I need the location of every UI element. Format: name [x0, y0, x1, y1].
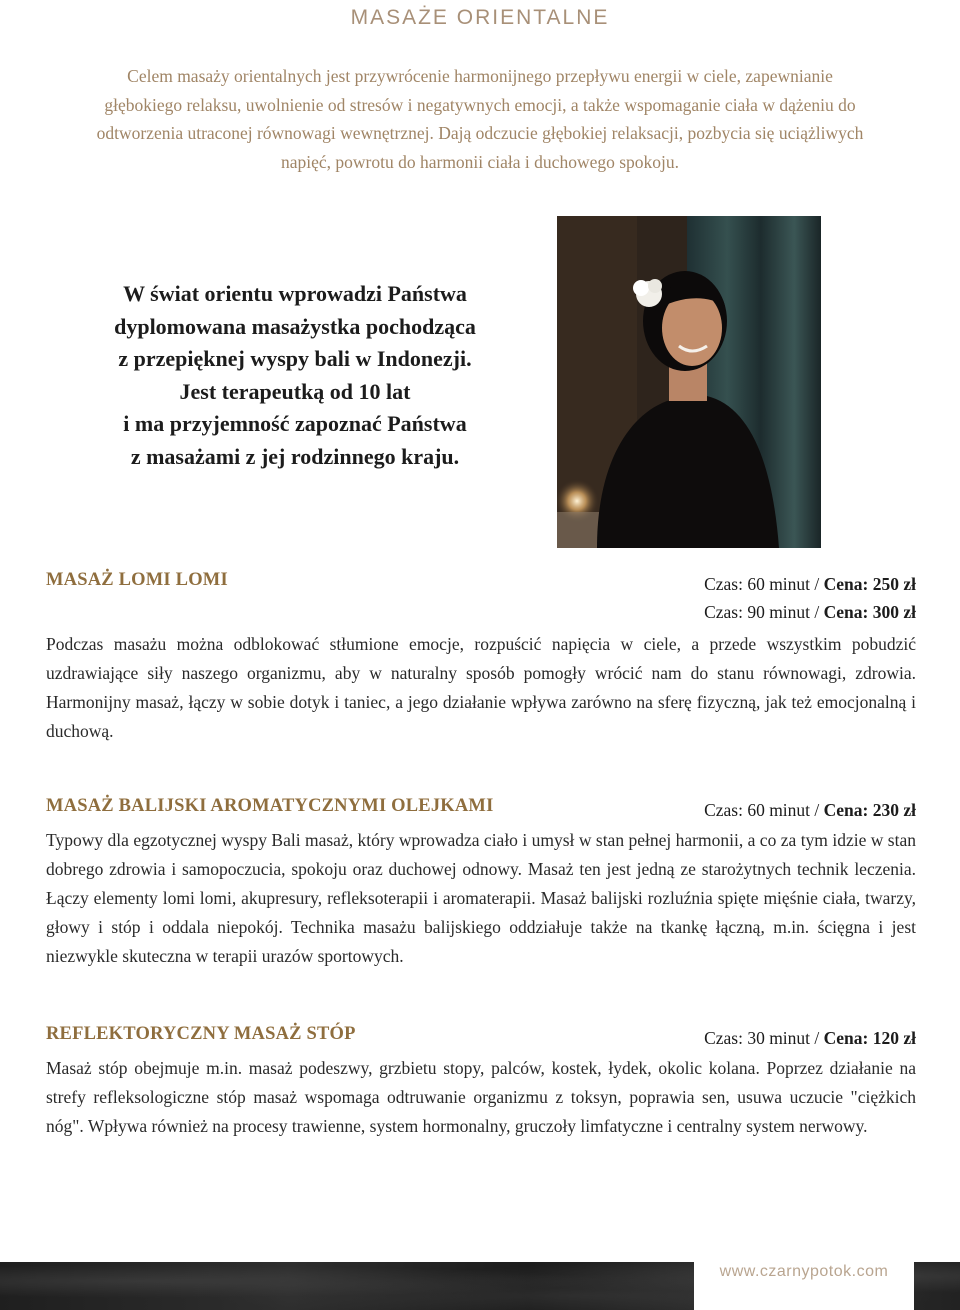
price-line — [704, 570, 916, 598]
price-list — [704, 570, 916, 626]
price-time: Czas: 60 minut / — [704, 800, 824, 820]
service-stop — [46, 1024, 916, 1141]
price-line — [704, 1024, 916, 1052]
service-balijski — [46, 796, 916, 971]
price-amount: Cena: 230 zł — [823, 800, 916, 820]
price-list — [704, 1024, 916, 1052]
service-description: Typowy dla egzotycznej wyspy Bali masaż, który wprowadza ciało i umysł w stan pełnej harmonii, a co za tym idzie w stan dobrego zdrowia i samopoczucia, spokoju oraz duchowej odnowy. Masaż ten jest jedną ze starożytnych technik leczenia. Łączy elementy lomi lomi, akupresury, refleksoterapii i aromaterapii. Masaż balijski rozluźnia spięte mięśnie ciała, twarzy, głowy i stóp i oddala niepokój. Technika masażu balijskiego oddziałuje także na tkankę łączną, m.in. ścięgna i jest niezwykle skuteczna w terapii urazów sportowych. — [46, 830, 916, 966]
price-time: Czas: 60 minut / — [704, 574, 824, 594]
therapist-photo — [557, 216, 821, 548]
price-time: Czas: 30 minut / — [704, 1028, 824, 1048]
service-description: Masaż stóp obejmuje m.in. masaż podeszwy, grzbietu stopy, palców, kostek, łydek, okolic kolana. Poprzez działanie na strefy refleksologiczne stóp masaż wspomaga odtruwanie organizmu z toksyn, poprawia sen, usuwa uczucie "ciężkich nóg". Wpływa również na procesy trawienne, system hormonalny, gruczoły limfatyczne i centralny system nerwowy. — [46, 1058, 916, 1136]
price-line — [704, 598, 916, 626]
service-lomi-lomi — [46, 570, 916, 746]
intro-paragraph — [50, 62, 910, 176]
intro-line: napięć, powrotu do harmonii ciała i duchowego spokoju. — [280, 151, 680, 172]
price-amount: Cena: 120 zł — [823, 1028, 916, 1048]
website-link[interactable]: www.czarnypotok.com — [694, 1262, 914, 1310]
intro-line: odtworzenia utraconej równowagi wewnętrznej. Dają odczucie głębokiej relaksacji, pozbycia się uciążliwych — [96, 123, 864, 143]
therapist-line: W świat orientu wprowadzi Państwa — [123, 281, 467, 306]
service-title: MASAŻ BALIJSKI AROMATYCZNYMI OLEJKAMI — [46, 796, 494, 816]
therapist-line: z masażami z jej rodzinnego kraju. — [130, 443, 460, 469]
service-title: MASAŻ LOMI LOMI — [46, 570, 228, 590]
therapist-intro — [60, 278, 530, 473]
service-description: Podczas masażu można odblokować stłumione emocje, rozpuścić napięcia w ciele, a przede wszystkim pobudzić uzdrawiające siły naszego organizmu, aby w naturalny sposób pomogły wrócić nam do stanu równowagi, zdrowia. Harmonijny masaż, łączy w sobie dotyk i taniec, a jego działanie wpływa zarówno na sferę fizyczną, jak też emocjonalną i duchową. — [46, 634, 916, 741]
page-title: MASAŻE ORIENTALNE — [350, 6, 610, 29]
price-line — [704, 796, 916, 824]
price-amount: Cena: 300 zł — [823, 602, 916, 622]
therapist-line: z przepięknej wyspy bali w Indonezji. — [118, 346, 472, 371]
therapist-line: dyplomowana masażystka pochodząca — [114, 313, 476, 339]
therapist-line: Jest terapeutką od 10 lat — [179, 378, 411, 404]
therapist-line: i ma przyjemność zapoznać Państwa — [123, 411, 467, 436]
price-amount: Cena: 250 zł — [823, 574, 916, 594]
price-time: Czas: 90 minut / — [704, 602, 824, 622]
intro-line: Celem masaży orientalnych jest przywrócenie harmonijnego przepływu energii w ciele, zapewnianie — [127, 66, 833, 86]
service-title: REFLEKTORYCZNY MASAŻ STÓP — [46, 1024, 356, 1044]
price-list — [704, 796, 916, 824]
intro-line: głębokiego relaksu, uwolnienie od stresów i negatywnych emocji, a także wspomaganie ciała w dążeniu do — [104, 94, 856, 115]
footer-bar — [0, 1262, 960, 1310]
